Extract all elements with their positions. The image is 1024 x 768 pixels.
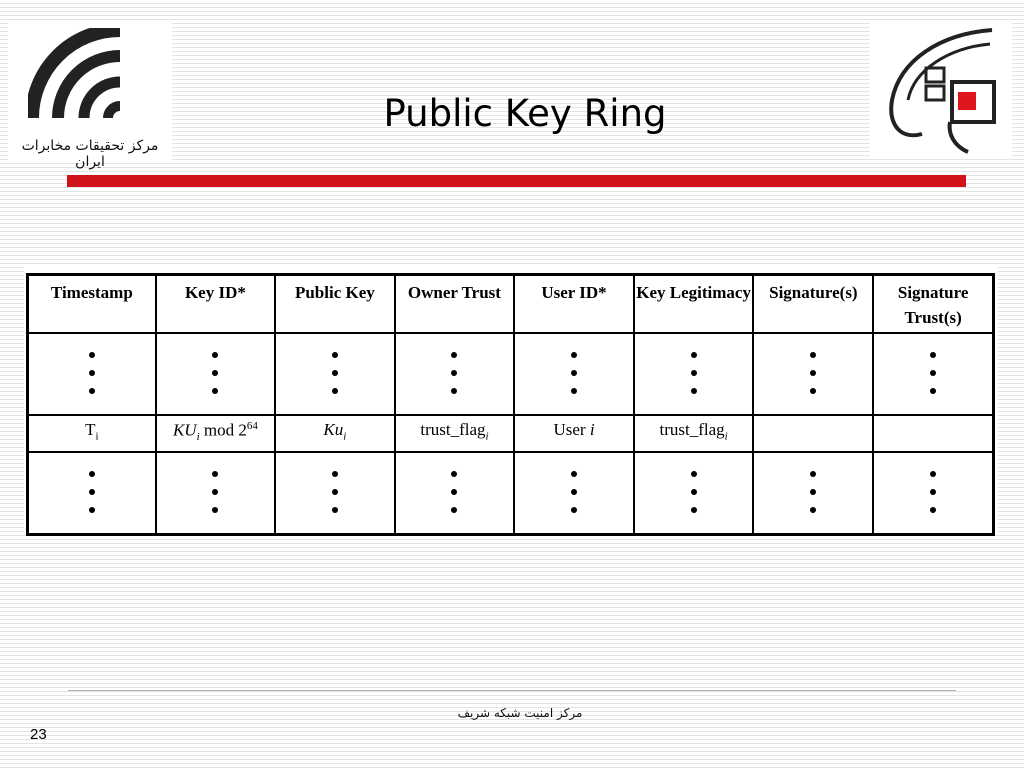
table-row-ellipsis-top bbox=[28, 333, 994, 415]
column-header: Signature(s) bbox=[753, 275, 873, 334]
footer-text: مرکز امنیت شبکه شریف bbox=[457, 706, 583, 720]
vertical-ellipsis-cell bbox=[634, 452, 754, 535]
signal-waves-logo-icon bbox=[28, 28, 152, 138]
table-row-ellipsis-bottom bbox=[28, 452, 994, 535]
vertical-ellipsis-cell bbox=[514, 333, 633, 415]
vertical-ellipsis-cell bbox=[873, 452, 993, 535]
right-logo bbox=[870, 22, 1012, 156]
column-header: User ID* bbox=[514, 275, 633, 334]
vertical-ellipsis-cell bbox=[275, 333, 395, 415]
vertical-ellipsis-cell bbox=[275, 452, 395, 535]
vertical-ellipsis-cell bbox=[395, 333, 515, 415]
vertical-ellipsis-cell bbox=[28, 333, 156, 415]
footer-divider bbox=[68, 690, 956, 691]
institute-emblem-icon bbox=[870, 22, 1012, 156]
column-header: Signature Trust(s) bbox=[873, 275, 993, 334]
vertical-ellipsis-cell bbox=[873, 333, 993, 415]
vertical-ellipsis-cell bbox=[753, 452, 873, 535]
table-row-user-i bbox=[28, 415, 994, 452]
vertical-ellipsis-cell bbox=[156, 333, 275, 415]
signatures-cell bbox=[753, 415, 873, 452]
timestamp-cell: $T_i$ bbox=[28, 415, 156, 452]
page-title: Public Key Ring bbox=[383, 92, 667, 135]
page-number: 23 bbox=[30, 726, 47, 743]
vertical-ellipsis-cell bbox=[514, 452, 633, 535]
column-header: Key ID* bbox=[156, 275, 275, 334]
accent-divider bbox=[67, 175, 966, 187]
column-header: Public Key bbox=[275, 275, 395, 334]
vertical-ellipsis-cell bbox=[634, 333, 754, 415]
signature-trusts-cell bbox=[873, 415, 993, 452]
public-key-cell: $Ku_i$ bbox=[275, 415, 395, 452]
column-header: Key Legitimacy bbox=[634, 275, 754, 334]
public-key-ring-table bbox=[26, 273, 995, 536]
key-id-cell: $KU_i$ mod $2^{64}$ bbox=[156, 415, 275, 452]
left-logo-caption: مرکز تحقیقات مخابرات ایران bbox=[21, 138, 159, 170]
column-header: Owner Trust bbox=[395, 275, 515, 334]
vertical-ellipsis-cell bbox=[28, 452, 156, 535]
vertical-ellipsis-cell bbox=[395, 452, 515, 535]
key-legitimacy-cell: trust_flag$_i$ bbox=[634, 415, 754, 452]
public-key-ring-table-container bbox=[24, 266, 998, 534]
vertical-ellipsis-cell bbox=[753, 333, 873, 415]
user-id-cell: User i bbox=[514, 415, 633, 452]
left-logo bbox=[8, 22, 172, 170]
table-header-row bbox=[28, 275, 994, 334]
column-header: Timestamp bbox=[28, 275, 156, 334]
owner-trust-cell: trust_flag$_i$ bbox=[395, 415, 515, 452]
vertical-ellipsis-cell bbox=[156, 452, 275, 535]
